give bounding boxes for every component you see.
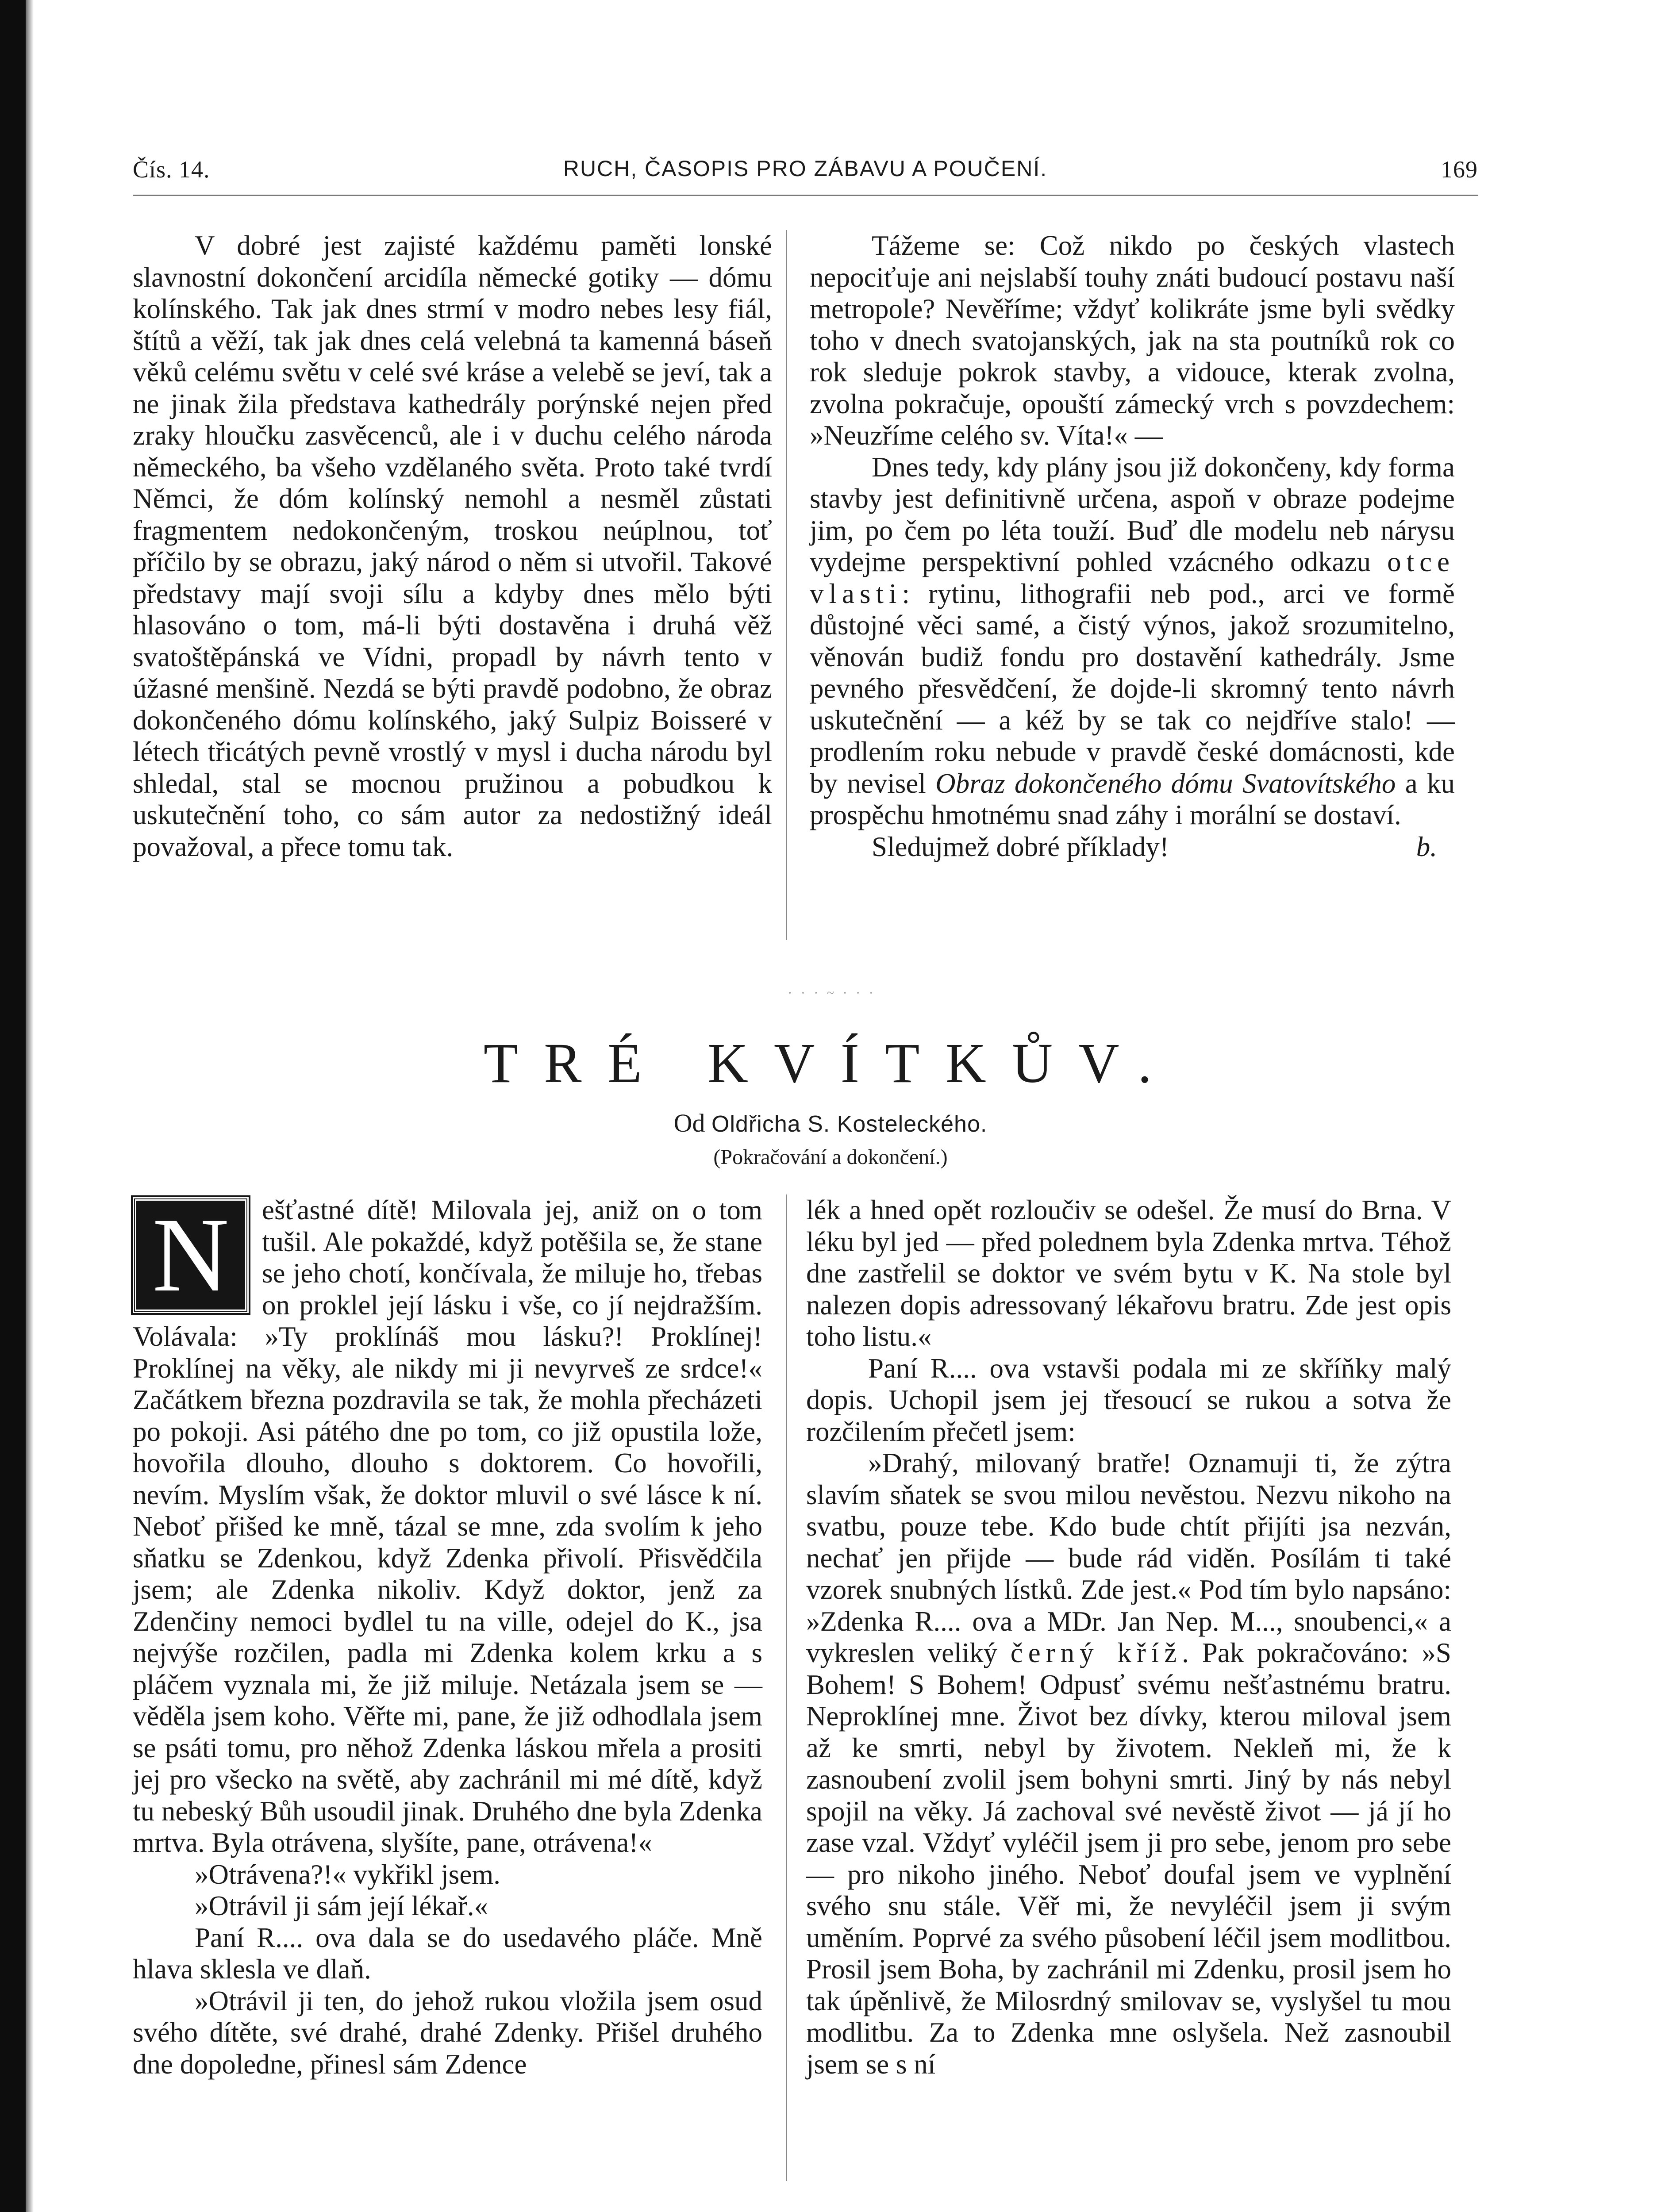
text-run: ešťastné dítě! Milovala jej, aniž on o tom tušil. Ale pokaždé, když potěšila se, že stane se jeho chotí, končívala, že miluje ho, třebas on proklel její lásku i vše, co jí nejdražším. Volávala: »Ty proklínáš mou lásku?! Proklínej! Proklínej na věky, ale nikdy mi ji nevyrveš ze srdce!« Začátkem března pozdravila se tak, že mohla přecházeti po pokoji. Asi pátého dne po tom, co již opustila lože, hovořila dlouho, dlouho s doktorem. Co hovořili, nevím. Myslím však, že doktor mluvil o své lásce k ní. Neboť přišed ke mně, tázal se mne, zda svolím k jeho sňatku se Zdenkou, když Zdenka přivolí. Přisvědčila jsem; ale Zdenka nikoliv. Když doktor, jenž za Zdenčiny nemoci bydlel tu na ville, odejel do K., jsa nejvýše rozčilen, padla mi Zdenka kolem krku a s pláčem vyznala mi, že již miluje. Netázala jsem se — věděla jsem koho. Věřte mi, pane, že již odhodlala jsem se psáti tomu, pro něhož Zdenka láskou mřela a prositi jej pro všecko na světě, aby zachránil mi mé dítě, když tu nebeský Bůh usoudil jinak. Druhého dne byla Zdenka mrtva. Byla otrávena, slyšíte, pane, otrávena!«: [133, 1194, 762, 1858]
story-paragraph: »Otrávil ji ten, do jehož rukou vložila jsem osud svého dítěte, své drahé, drahé Zdenky. Přišel druhého dne dopoledne, přinesl sám Zdence: [133, 1985, 762, 2080]
byline-prefix: Od: [673, 1109, 712, 1137]
closing-text: Sledujmež dobré příklady!: [872, 831, 1169, 862]
article-right-column: [810, 230, 1455, 863]
story-paragraph: [806, 1448, 1451, 2080]
issue-number: Čís. 14.: [133, 156, 210, 183]
italic-title: Obraz dokončeného dómu Svatovítského: [935, 768, 1396, 799]
header-rule: [133, 195, 1478, 196]
article-paragraph: Tážeme se: Což nikdo po českých vlastech nepociťuje ani nejslabší touhy znáti budoucí postavu naší metropole? Nevěříme; vždyť kolikráte jsme byli svědky toho v dnech svatojanských, jak na sta poutníků rok co rok sleduje pokrok stavby, a vidouce, kterak zvolna, zvolna pokračuje, opouští zámecký vrch s povzdechem: »Neuzříme celého sv. Víta!« —: [810, 230, 1455, 451]
story-paragraph: »Otrávena?!« vykřikl jsem.: [195, 1859, 501, 1890]
byline: [0, 1108, 1661, 1138]
author-name: Oldřicha S. Kosteleckého.: [711, 1111, 988, 1137]
article-paragraph: V dobré jest zajisté každému paměti lonské slavnostní dokončení arcidíla německé gotiky — dómu kolínského. Tak jak dnes strmí v modro nebes lesy fiál, štítů a věží, tak jak dnes celá velebná ta kamenná báseň věků celému světu v celé své kráse a velebě se jeví, tak a ne jinak žila představa kathedrály porýnské nejen před zraky hloučku zasvěcenců, ale i v duchu celého národa německého, ba všeho vzdělaného světa. Proto také tvrdí Němci, že dóm kolínský nemohl a nesměl zůstati fragmentem nedokončeným, troskou neúplnou, toť příčilo by se obrazu, jaký národ o něm si utvořil. Takové představy mají svoji sílu a kdyby dnes mělo býti hlasováno o tom, má-li býti dostavěna i druhá věž svatoštěpánská ve Vídni, propadl by návrh tento v úžasné menšině. Nezdá se býti pravdě podobno, že obraz dokončeného dómu kolínského, jaký Sulpiz Boisseré v létech třicátých pevně vrostlý v mysl i ducha národu byl shledal, stal se mocnou pružinou a pobudkou k uskutečnění toho, co sám autor za nedostižný ideál považoval, a přece tomu tak.: [133, 230, 772, 862]
spaced-emphasis: otce vlasti: [810, 546, 1455, 609]
story-title: TRÉ KVÍTKŮV.: [483, 1032, 1178, 1094]
story-paragraph: Paní R.... ova dala se do usedavého pláče. Mně hlava sklesla ve dlaň.: [133, 1922, 762, 1985]
text-run: : rytinu, lithografii neb pod., arci ve formě důstojné věci samé, a čistý výnos, jakož srozumitelno, věnován budiž fondu pro dostavění kathedrály. Jsme pevného přesvědčení, že dojde-li skromný tento návrh uskutečnění — a kéž by se tak co nejdříve stalo! — prodlením roku nebude v pravdě české domácnosti, kde by nevisel: [810, 578, 1455, 799]
story-paragraph: »Otrávil ji sám její lékař.«: [195, 1890, 488, 1921]
page-edge-shadow: [0, 0, 26, 2212]
spaced-emphasis: černý kříž: [1010, 1637, 1182, 1668]
page-edge-gradient: [26, 0, 34, 2212]
decorative-initial: N: [133, 1197, 249, 1313]
column-divider: [786, 230, 787, 940]
section-ornament: · · · ~ · · ·: [788, 986, 876, 1000]
story-paragraph: [133, 1194, 762, 1859]
story-paragraph: Paní R.... ova vstavši podala mi ze skříňky malý dopis. Uchopil jsem jej třesoucí se rukou a sotva že rozčilením přečetl jsem:: [806, 1352, 1451, 1447]
text-run: Dnes tedy, kdy plány jsou již dokončeny, kdy forma stavby jest definitivně určena, aspoň v obraze podejme jim, po čem po léta touží. Buď dle modelu neb nárysu vydejme perspektivní pohled vzácného odkazu: [810, 451, 1455, 577]
column-divider: [786, 1194, 787, 2181]
text-run: »Drahý, milovaný bratře! Oznamuji ti, že zýtra slavím sňatek se svou milou nevěstou. Nezvu nikoho na svatbu, pouze tebe. Kdo bude chtít přijíti jsa nezván, nechať jen přijde — bude rád viděn. Posílám ti také vzorek snubných lístků. Zde jest.« Pod tím bylo napsáno: »Zdenka R.... ova a MDr. Jan Nep. M..., snoubenci,« a vykreslen veliký: [806, 1448, 1451, 1668]
text-run: a ku prospěchu hmotnému snad záhy i morální se dostaví.: [810, 768, 1455, 830]
closing-line: [810, 831, 1455, 863]
running-header: [133, 156, 1478, 191]
journal-title: RUCH, ČASOPIS PRO ZÁBAVU A POUČENÍ.: [563, 156, 1048, 181]
story-left-column: [133, 1194, 762, 2080]
article-paragraph: [810, 452, 1455, 831]
story-right-column: [806, 1194, 1451, 2080]
continuation-note: (Pokračování a dokončení.): [713, 1145, 948, 1169]
story-paragraph: lék a hned opět rozloučiv se odešel. Že musí do Brna. V léku byl jed — před polednem byla Zdenka mrtva. Téhož dne zastřelil se doktor ve svém bytu v K. Na stole byl nalezen dopis adressovaný lékařovu bratru. Zde jest opis toho listu.«: [806, 1194, 1451, 1352]
article-left-column: [133, 230, 772, 863]
author-signature: b.: [1416, 831, 1437, 862]
page-number: 169: [1441, 156, 1478, 183]
text-run: . Pak pokračováno: »S Bohem! S Bohem! Odpusť svému nešťastnému bratru. Neproklínej mne. Život bez dívky, kterou miloval jsem až ke smrti, nebyl by životem. Nekleň mi, že k zasnoubení zvolil jsem bohyni smrti. Jiný by nás nebyl spojil na věky. Já zachoval své nevěstě život — já jí ho zase vzal. Vždyť vyléčil jsem ji pro sebe, jenom pro sebe — pro nikoho jiného. Neboť doufal jsem ve vyplnění svého snu stále. Věř mi, že nevyléčil jsem ji svým uměním. Poprvé za svého působení léčil jsem modlitbou. Prosil jsem Boha, by zachránil mi Zdenku, prosil jsem ho tak úpěnlivě, že Milosrdný smilovav se, vyslyšel tu mou modlitbu. Za to Zdenka mne oslyšela. Než zasnoubil jsem se s ní: [806, 1637, 1451, 2080]
